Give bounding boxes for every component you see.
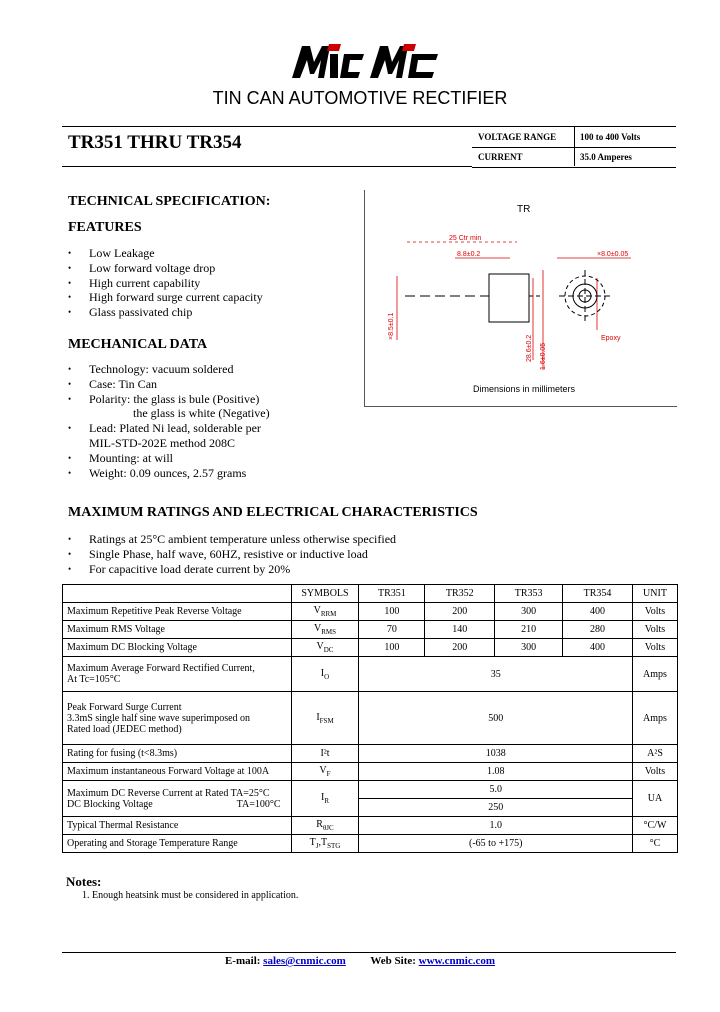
dim-label: ×8.0±0.05 (597, 251, 629, 258)
symbol-cell: $V_F$ (291, 763, 359, 781)
symbol-cell: $T_J,T_{STG}$ (291, 835, 359, 853)
param-cell: Peak Forward Surge Current 3.3mS single half sine wave superimposed on Rated load (JEDEC method) (63, 692, 292, 745)
unit-cell: °C/W (632, 817, 677, 835)
value-cell: 300 (495, 639, 563, 657)
param-cell: Maximum RMS Voltage (63, 621, 292, 639)
current-label: CURRENT (478, 152, 523, 162)
value-cell: 70 (359, 621, 425, 639)
value-cell: 1038 (359, 745, 633, 763)
value-cell: 140 (425, 621, 495, 639)
features-title: FEATURES (68, 220, 142, 235)
list-item: • Weight: 0.09 ounces, 2.57 grams (68, 466, 270, 481)
param-cell: Maximum DC Reverse Current at Rated TA=25°C DC Blocking Voltage TA=100°C (63, 781, 292, 817)
param-cell: Operating and Storage Temperature Range (63, 835, 292, 853)
features-list (68, 246, 263, 320)
email-label: E-mail: (224, 955, 261, 967)
header-divider (574, 126, 575, 166)
unit-cell: Amps (632, 692, 677, 745)
value-cell: 210 (495, 621, 563, 639)
column-header: UNIT (632, 585, 677, 603)
unit-cell: UA (632, 781, 677, 817)
diagram-drawing (365, 190, 677, 406)
param-cell: Maximum Average Forward Rectified Current, At Tc=105°C (63, 657, 292, 692)
symbol-cell: $I_R$ (291, 781, 359, 817)
unit-cell: Volts (632, 763, 677, 781)
table-row (63, 639, 678, 657)
ratings-notes (68, 532, 396, 576)
value-cell: 400 (563, 639, 633, 657)
voltage-range-value: 100 to 400 Volts (580, 132, 641, 142)
table-row (63, 603, 678, 621)
list-item: • Glass passivated chip (68, 305, 263, 320)
ratings-title: MAXIMUM RATINGS AND ELECTRICAL CHARACTERISTICS (68, 505, 478, 520)
symbol-cell: $V_{RRM}$ (291, 603, 359, 621)
list-item: • Polarity: the glass is bule (Positive) (68, 392, 270, 407)
value-cell: 35 (359, 657, 633, 692)
symbol-cell: $R_{\theta JC}$ (291, 817, 359, 835)
value-cell: 1.08 (359, 763, 633, 781)
dimension-diagram (364, 190, 677, 407)
company-logo (292, 40, 444, 80)
unit-cell: Volts (632, 621, 677, 639)
value-cell: 100 (359, 603, 425, 621)
mechanical-list (68, 362, 270, 480)
symbol-cell: $V_{RMS}$ (291, 621, 359, 639)
symbol-cell: $V_{DC}$ (291, 639, 359, 657)
param-cell: Rating for fusing (t<8.3ms) (63, 745, 292, 763)
value-cell: 280 (563, 621, 633, 639)
param-cell: Maximum Repetitive Peak Reverse Voltage (63, 603, 292, 621)
list-item: • Technology: vacuum soldered (68, 362, 270, 377)
value-cell: 400 (563, 603, 633, 621)
part-title: TR351 THRU TR354 (68, 132, 242, 153)
top-rule (62, 126, 676, 127)
list-item: • High current capability (68, 276, 263, 291)
list-item: • Low forward voltage drop (68, 261, 263, 276)
list-item: the glass is white (Negative) (133, 406, 270, 421)
title-rule (62, 166, 472, 167)
table-row (63, 835, 678, 853)
voltage-range-label: VOLTAGE RANGE (478, 132, 557, 142)
dim-label: 8.8±0.2 (457, 251, 481, 258)
value-cell: 200 (425, 603, 495, 621)
column-header: TR352 (425, 585, 495, 603)
unit-cell: Amps (632, 657, 677, 692)
web-label: Web Site: (370, 955, 416, 967)
column-header: TR351 (359, 585, 425, 603)
table-row (63, 781, 678, 799)
website-link[interactable]: www.cnmic.com (418, 955, 496, 967)
unit-cell: A²S (632, 745, 677, 763)
footer (0, 955, 720, 967)
email-link[interactable]: sales@cnmic.com (263, 955, 346, 967)
value-cell: (-65 to +175) (359, 835, 633, 853)
table-row (63, 817, 678, 835)
symbol-cell: $I_{FSM}$ (291, 692, 359, 745)
unit-cell: Volts (632, 603, 677, 621)
dim-label: Epoxy (601, 335, 621, 342)
list-item: • Mounting: at will (68, 451, 270, 466)
value-cell: 200 (425, 639, 495, 657)
diagram-caption: Dimensions in millimeters (473, 384, 576, 394)
table-row (63, 745, 678, 763)
list-item: • Ratings at 25°C ambient temperature unless otherwise specified (68, 532, 396, 547)
list-item: • High forward surge current capacity (68, 290, 263, 305)
dim-label: 28.6±0.2 (526, 334, 533, 362)
diagram-label: TR (517, 204, 531, 215)
list-item: • For capacitive load derate current by 20% (68, 562, 396, 577)
column-header: SYMBOLS (291, 585, 359, 603)
tech-spec-title: TECHNICAL SPECIFICATION: (68, 194, 271, 209)
column-header: TR354 (563, 585, 633, 603)
current-value: 35.0 Amperes (580, 152, 632, 162)
ratings-table (62, 584, 678, 853)
unit-cell: °C (632, 835, 677, 853)
document-subtitle: TIN CAN AUTOMOTIVE RECTIFIER (212, 88, 508, 108)
list-item: • Lead: Plated Ni lead, solderable per (68, 421, 270, 436)
table-header-row (63, 585, 678, 603)
dim-label: 1.6±0.05 (540, 342, 547, 370)
param-cell: Typical Thermal Resistance (63, 817, 292, 835)
table-row (63, 763, 678, 781)
mechanical-title: MECHANICAL DATA (68, 337, 208, 352)
dim-label: 25 Ctr min (449, 235, 482, 242)
dim-label: ×8.5±0.1 (388, 312, 395, 340)
value-cell: 300 (495, 603, 563, 621)
list-item: • Case: Tin Can (68, 377, 270, 392)
list-item: • Low Leakage (68, 246, 263, 261)
value-cell: 250 (359, 799, 633, 817)
list-item: • Single Phase, half wave, 60HZ, resistive or inductive load (68, 547, 396, 562)
table-row (63, 657, 678, 692)
param-cell: Maximum instantaneous Forward Voltage at 100A (63, 763, 292, 781)
value-cell: 1.0 (359, 817, 633, 835)
param-cell: Maximum DC Blocking Voltage (63, 639, 292, 657)
note-item: 1. Enough heatsink must be considered in application. (82, 890, 299, 901)
list-item: MIL-STD-202E method 208C (89, 435, 235, 450)
footer-rule (62, 952, 676, 953)
notes-title: Notes: (66, 874, 102, 889)
table-row (63, 692, 678, 745)
value-cell: 500 (359, 692, 633, 745)
value-cell: 5.0 (359, 781, 633, 799)
unit-cell: Volts (632, 639, 677, 657)
column-header: TR353 (495, 585, 563, 603)
table-row (63, 621, 678, 639)
symbol-cell: I²t (291, 745, 359, 763)
value-cell: 100 (359, 639, 425, 657)
symbol-cell: $I_O$ (291, 657, 359, 692)
